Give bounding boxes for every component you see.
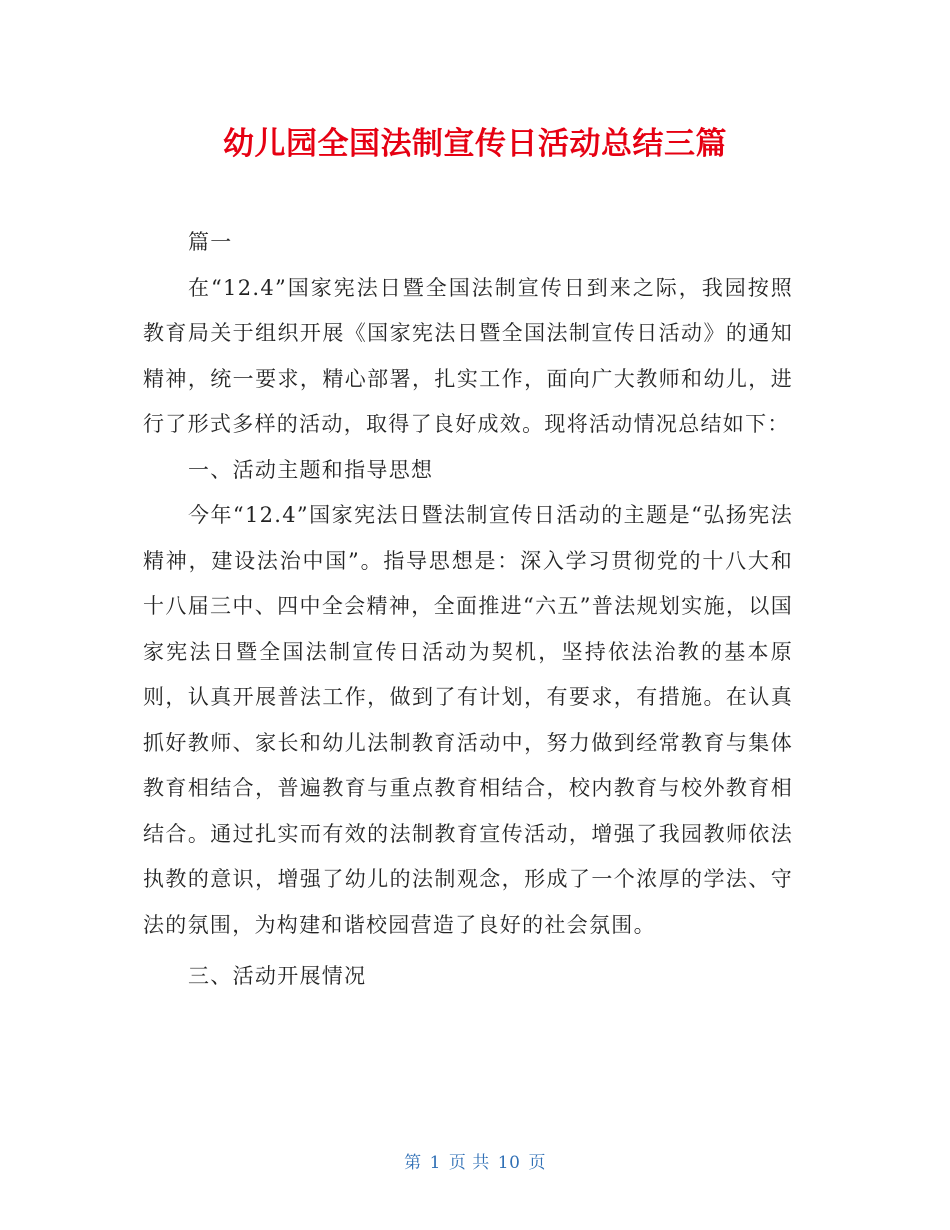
footer-current-page: 1: [429, 1153, 441, 1173]
document-title: 幼儿园全国法制宣传日活动总结三篇: [223, 126, 727, 162]
footer-middle: 页 共: [448, 1153, 490, 1173]
section-heading-theme: 一、活动主题和指导思想: [188, 457, 434, 482]
footer-prefix: 第: [404, 1153, 422, 1173]
paragraph-intro: 在“12.4”国家宪法日暨全国法制宣传日到来之际，我园按照教育局关于组织开展《国家宪法日暨全国法制宣传日活动》的通知精神，统一要求，精心部署，扎实工作，面向广大教师和幼儿，进行了形式多样的活动，取得了良好成效。现将活动情况总结如下：: [143, 275, 793, 436]
footer-total-pages: 10: [497, 1153, 521, 1173]
document-body: [143, 220, 793, 1000]
footer-suffix: 页: [528, 1153, 546, 1173]
page-footer: [0, 1148, 950, 1173]
section-label: 篇一: [188, 230, 233, 254]
section-heading-activities: 三、活动开展情况: [188, 964, 367, 988]
paragraph-theme: 今年“12.4”国家宪法日暨法制宣传日活动的主题是“弘扬宪法精神，建设法治中国”。指导思想是：深入学习贯彻党的十八大和十八届三中、四中全会精神，全面推进“六五”普法规划实施，以国家宪法日暨全国法制宣传日活动为契机，坚持依法治教的基本原则，认真开展普法工作，做到了有计划，有要求，有措施。在认真抓好教师、家长和幼儿法制教育活动中，努力做到经常教育与集体教育相结合，普遍教育与重点教育相结合，校内教育与校外教育相结合。通过扎实而有效的法制教育宣传活动，增强了我园教师依法执教的意识，增强了幼儿的法制观念，形成了一个浓厚的学法、守法的氛围，为构建和谐校园营造了良好的社会氛围。: [143, 503, 793, 937]
